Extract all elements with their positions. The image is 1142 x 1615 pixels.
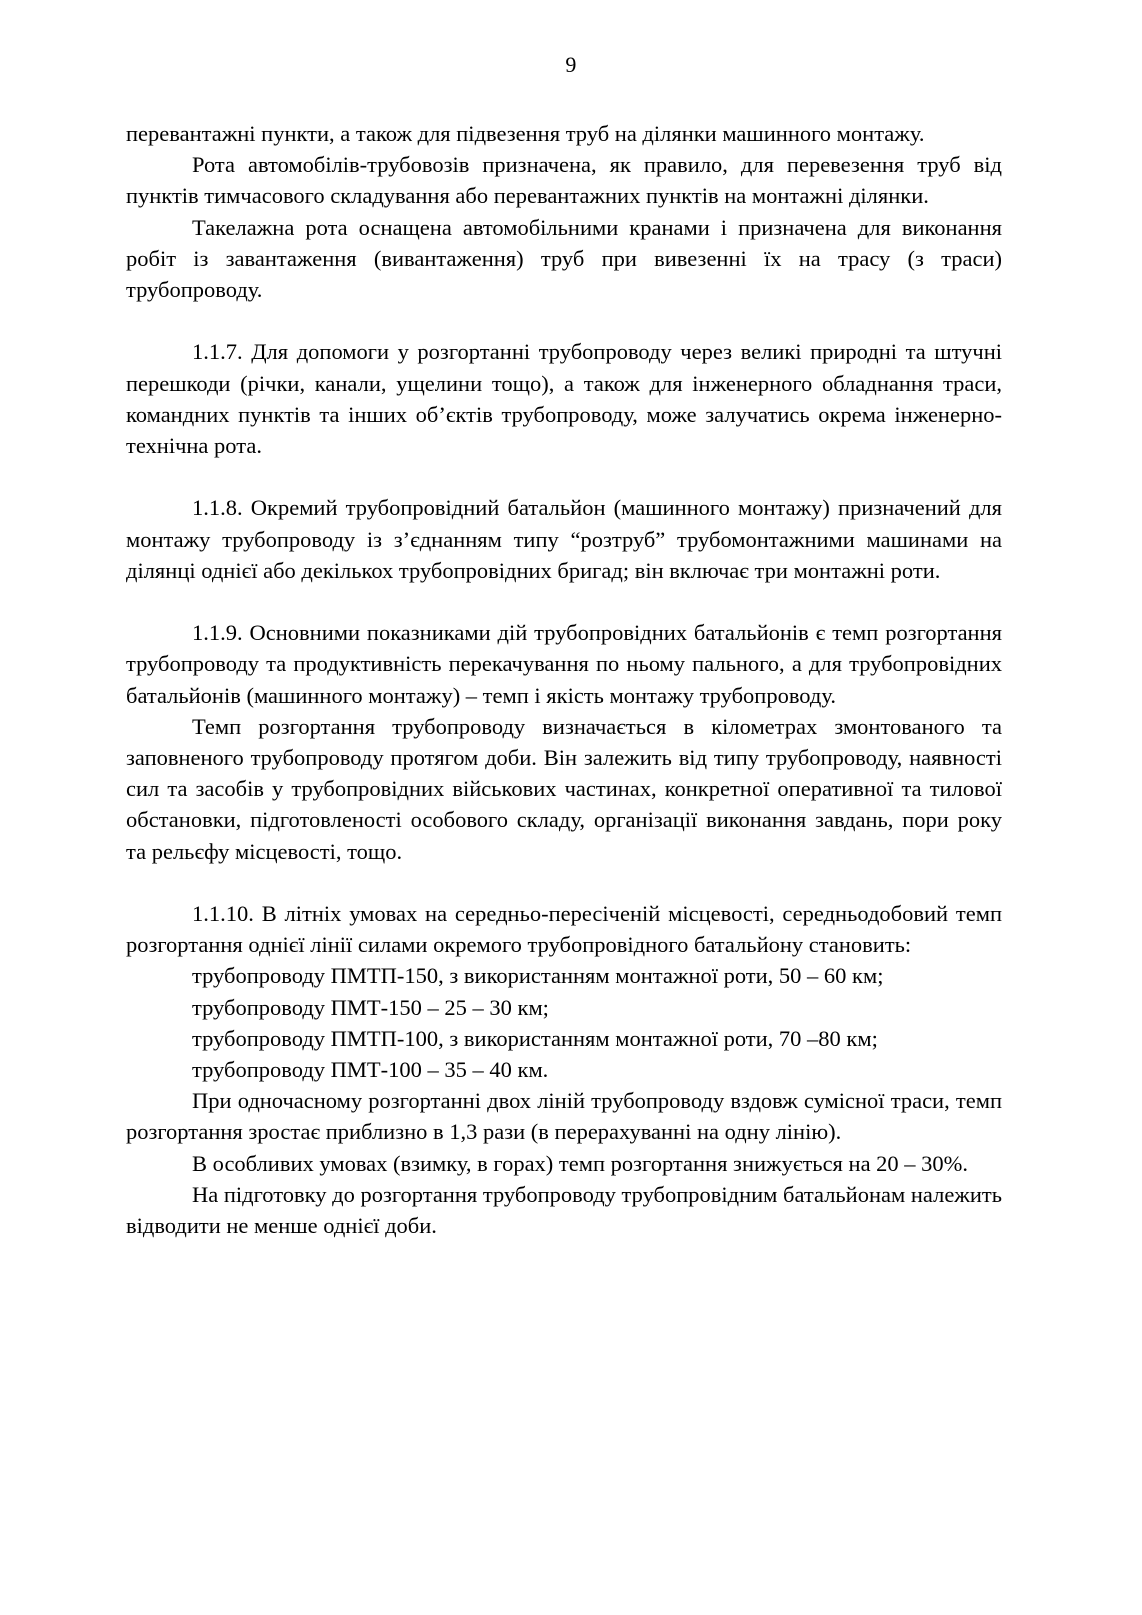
paragraph-spacer <box>126 305 1002 336</box>
section-1-1-8: 1.1.8. Окремий трубопровідний батальйон (машинного монтажу) призначений для монтажу трубопроводу із з’єднанням типу “розтруб” трубомонтажними машинами на ділянці однієї або декількох трубопровідних бригад; він включає три монтажні роти. <box>126 495 1002 583</box>
list-item: трубопроводу ПМТП-150, з використанням монтажної роти, 50 – 60 км; <box>192 963 884 989</box>
paragraph-continuation: перевантажні пункти, а також для підвезення труб на ділянки машинного монтажу. <box>126 121 925 146</box>
section-1-1-10: 1.1.10. В літніх умовах на середньо-пересіченій місцевості, середньодобовий темп розгортання однієї лінії силами окремого трубопровідного батальйону становить: <box>126 901 1002 958</box>
document-body <box>126 118 1002 1241</box>
paragraph-rigging-company: Такелажна рота оснащена автомобільними кранами і призначена для виконання робіт із завантаження (вивантаження) труб при вивезенні їх на трасу (з траси) трубопроводу. <box>126 214 1002 303</box>
list-item: трубопроводу ПМТ-100 – 35 – 40 км. <box>192 1057 549 1083</box>
paragraph-deployment-rate: Темп розгортання трубопроводу визначається в кілометрах змонтованого та заповненого трубопроводу протягом доби. Він залежить від типу трубопроводу, наявності сил та засобів у трубопровідних військових частинах, конкретної оперативної та тилової обстановки, підготовленості особового складу, організації виконання завдань, пори року та рельєфу місцевості, тощо. <box>126 713 1002 864</box>
paragraph-two-lines: При одночасному розгортанні двох ліній трубопроводу вздовж сумісної траси, темп розгортання зростає приблизно в 1,3 рази (в перерахуванні на одну лінію). <box>126 1088 1002 1145</box>
paragraph-spacer <box>126 586 1002 617</box>
section-1-1-9: 1.1.9. Основними показниками дій трубопровідних батальйонів є темп розгортання трубопроводу та продуктивність перекачування по ньому пального, а для трубопровідних батальйонів (машинного монтажу) – темп і якість монтажу трубопроводу. <box>126 620 1002 708</box>
paragraph-special-conditions: В особливих умовах (взимку, в горах) темп розгортання знижується на 20 – 30%. <box>192 1150 969 1176</box>
paragraph-spacer <box>126 867 1002 898</box>
paragraph-transport-company: Рота автомобілів-трубовозів призначена, як правило, для перевезення труб від пунктів тимчасового складування або перевантажних пунктів на монтажні ділянки. <box>126 152 1002 209</box>
list-item: трубопроводу ПМТ-150 – 25 – 30 км; <box>192 994 549 1020</box>
paragraph-preparation: На підготовку до розгортання трубопроводу трубопровідним батальйонам належить відводити не менше однієї доби. <box>126 1181 1002 1239</box>
page-number: 9 <box>565 52 577 77</box>
section-1-1-7: 1.1.7. Для допомоги у розгортанні трубопроводу через великі природні та штучні перешкоди (річки, канали, ущелини тощо), а також для інженерного обладнання траси, командних пунктів та інших об’єктів трубопроводу, може залучатись окрема інженерно-технічна рота. <box>126 339 1002 459</box>
paragraph-spacer <box>126 461 1002 492</box>
list-item: трубопроводу ПМТП-100, з використанням монтажної роти, 70 –80 км; <box>192 1025 878 1051</box>
